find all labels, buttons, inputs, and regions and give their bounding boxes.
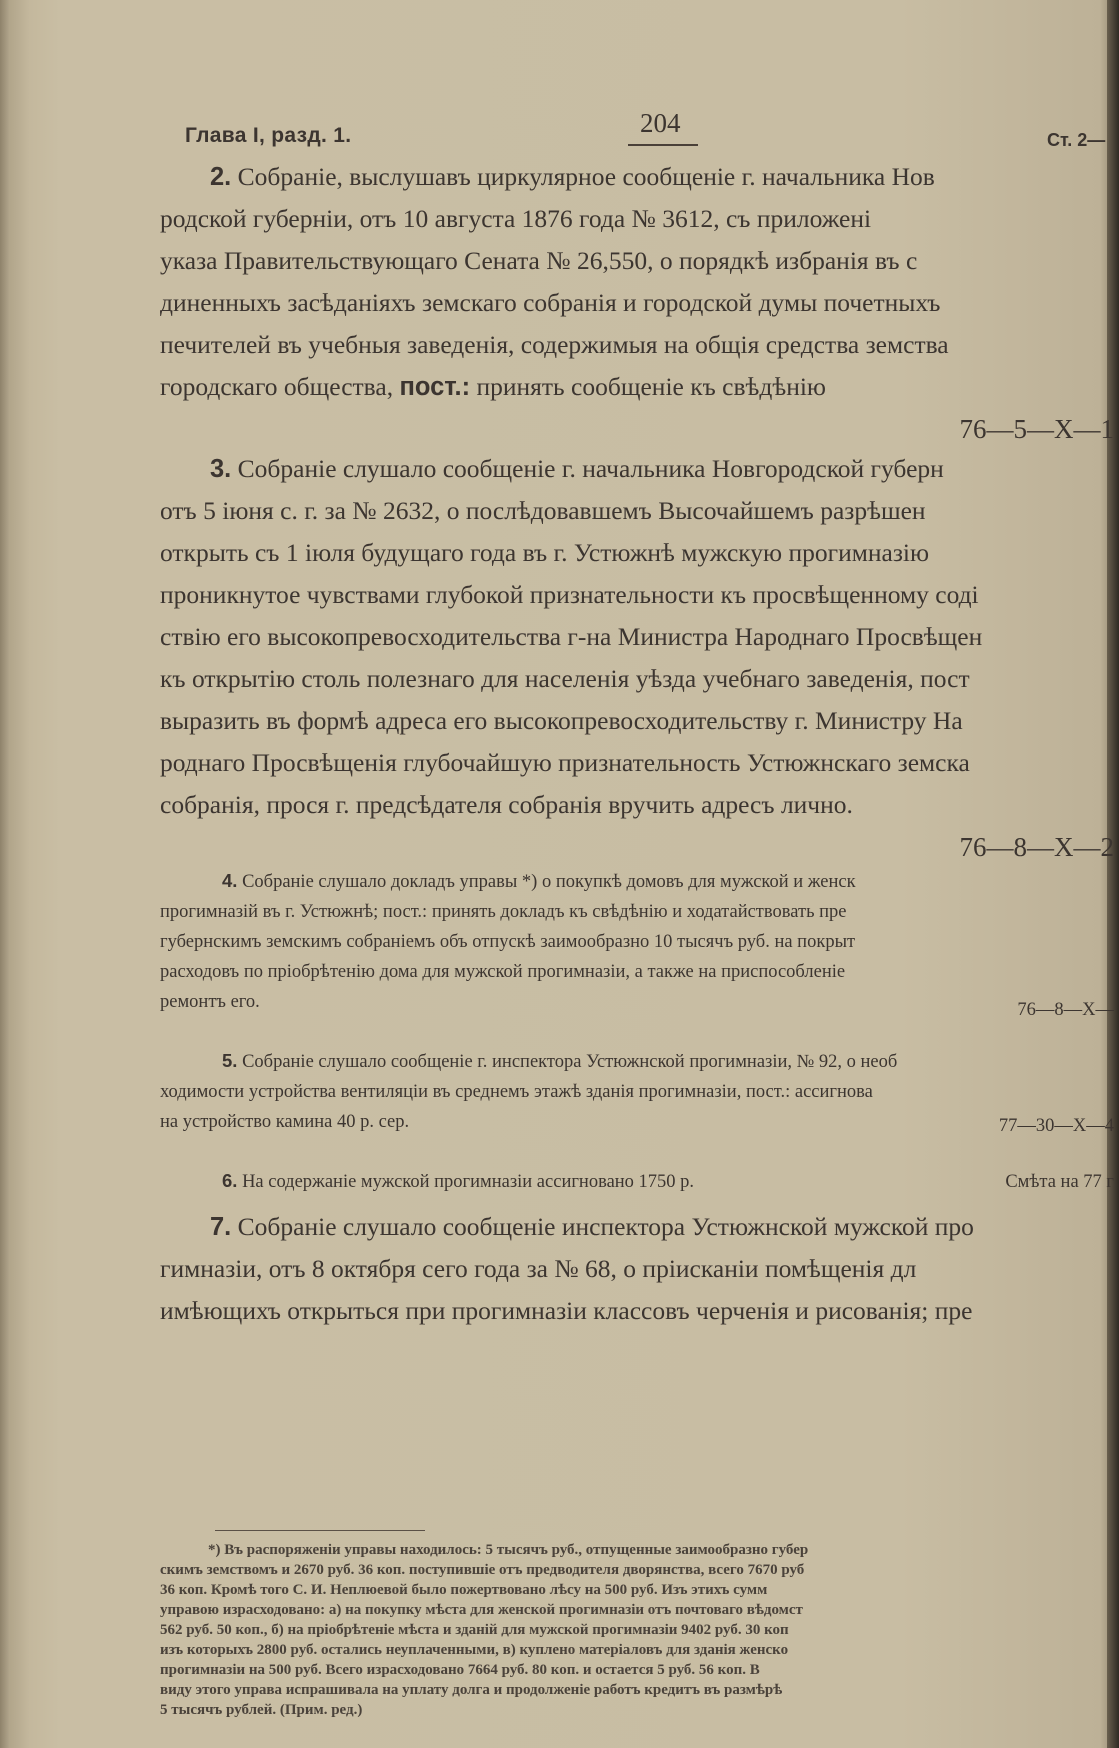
item-2-line-4: диненныхъ засѣданіяхъ земскаго собранія и городской думы почетныхъ (160, 288, 941, 317)
item-4-line-1 (160, 866, 1118, 897)
item-5-line-2: ходимости устройства вентиляціи въ среднемъ этажѣ зданія прогимназіи, пост.: ассигнова (160, 1082, 873, 1102)
item-3-line-6: къ открытію столь полезнаго для населенія уѣзда учебнаго заведенія, пост (160, 664, 970, 693)
footnote-rule (215, 1530, 425, 1531)
footnote-line-9: 5 тысячъ рублей. (Прим. ред.) (160, 1702, 363, 1718)
item-7 (160, 1206, 1118, 1332)
item-3-line-8: роднаго Просвѣщенія глубочайшую признательность Устюжнскаго земска (160, 748, 970, 777)
item-4-line-5: ремонтъ его. (160, 992, 260, 1012)
item-2-line-5: печителей въ учебныя заведенія, содержимыя на общія средства земства (160, 330, 949, 359)
item-6-reference: Смѣта на 77 г (1005, 1172, 1114, 1192)
footnote-line-3: 36 коп. Кромѣ того С. И. Неплюевой было пожертвовано лѣсу на 500 руб. Изъ этихъ сумм (160, 1582, 768, 1598)
footnote (160, 1540, 1118, 1720)
item-text: городскаго общества, (160, 372, 394, 401)
item-2 (160, 156, 1118, 450)
item-5-line-1 (160, 1046, 1118, 1077)
footnote-line-4: управою израсходовано: а) на покупку мѣста для женской прогимназіи отъ почтоваго вѣдомст (160, 1602, 803, 1618)
item-5-reference: 77—30—X—4 (998, 1116, 1114, 1136)
item-4 (160, 866, 1118, 1025)
page-number: 204 (640, 108, 681, 138)
item-2-line-6 (160, 366, 1118, 408)
footnote-line-1: *) Въ распоряженіи управы находилось: 5 тысячъ руб., отпущенные заимообразно губер (208, 1542, 809, 1558)
item-2-line-1 (160, 156, 1118, 198)
item-3-line-3: открыть съ 1 іюля будущаго года въ г. Устюжнѣ мужскую прогимназію (160, 538, 930, 567)
footnote-line-2: скимъ земствомъ и 2670 руб. 36 коп. поступившіе отъ предводителя дворянства, всего 7670 руб (160, 1562, 805, 1578)
resolution-text: принять сообщеніе къ свѣдѣнію (476, 372, 826, 401)
item-3-line-9: собранія, прося г. предсѣдателя собранія вручить адресъ лично. (160, 790, 853, 819)
item-3-reference: 76—8—X—2 (959, 832, 1114, 862)
footnote-line-8: виду этого управа испрашивала на уплату долга и продолженіе работъ кредитъ въ размѣрѣ (160, 1682, 783, 1698)
footnote-line-7: прогимназіи на 500 руб. Всего израсходовано 7664 руб. 80 коп. и остается 5 руб. 56 коп. В (160, 1662, 760, 1678)
item-number: 2. (210, 163, 232, 191)
item-3-line-5: ствію его высокопревосходительства г-на Министра Народнаго Просвѣщен (160, 622, 983, 651)
item-4-line-4: расходовъ по пріобрѣтенію дома для мужской прогимназіи, а также на приспособленіе (160, 962, 846, 982)
item-number: 4. (222, 870, 238, 891)
item-3-line-7: выразить въ формѣ адреса его высокопревосходительству г. Министру На (160, 706, 963, 735)
item-3-line-2: отъ 5 іюня с. г. за № 2632, о послѣдовавшемъ Высочайшемъ разрѣшен (160, 496, 926, 525)
item-text: На содержаніе мужской прогимназіи ассигновано 1750 р. (242, 1172, 695, 1192)
item-4-reference: 76—8—X— (1017, 1000, 1114, 1020)
item-7-line-2: гимназіи, отъ 8 октября сего года за № 68, о пріисканіи помѣщенія дл (160, 1254, 917, 1283)
item-2-line-2: родской губерніи, отъ 10 августа 1876 года № 3612, съ приложені (160, 204, 872, 233)
page-number-rule (628, 144, 698, 146)
footnote-line-6: изъ которыхъ 2800 руб. остались неуплаченными, в) куплено матеріаловъ для зданія женско (160, 1642, 789, 1658)
item-text: Собраніе, выслушавъ циркулярное сообщеніе г. начальника Нов (237, 162, 935, 191)
item-number: 7. (210, 1213, 232, 1241)
chapter-heading: Глава I, разд. 1. (185, 124, 352, 147)
item-4-line-3: губернскимъ земскимъ собраніемъ объ отпускѣ заимообразно 10 тысячъ руб. на покрыт (160, 932, 856, 952)
item-7-line-3: имѣющихъ открыться при прогимназіи классовъ черченія и рисованія; пре (160, 1296, 973, 1325)
item-5 (160, 1046, 1118, 1141)
item-6 (160, 1166, 1118, 1197)
item-2-reference: 76—5—X—1 (959, 414, 1114, 444)
resolution-label: пост.: (399, 373, 471, 401)
item-3-line-1 (160, 448, 1118, 490)
item-7-line-1 (160, 1206, 1118, 1248)
item-3-line-4: проникнутое чувствами глубокой признательности къ просвѣщенному соді (160, 580, 979, 609)
item-number: 6. (222, 1170, 238, 1191)
item-text: Собраніе слушало сообщеніе инспектора Устюжнской мужской про (237, 1212, 974, 1241)
item-text: Собраніе слушало докладъ управы *) о покупкѣ домовъ для мужской и женск (242, 872, 856, 892)
footnote-line-5: 562 руб. 50 коп., б) на пріобрѣтеніе мѣста и зданій для мужской прогимназіи 9402 руб. 30 коп (160, 1622, 789, 1638)
item-5-line-3: на устройство камина 40 р. сер. (160, 1112, 410, 1132)
page-left-edge (0, 0, 10, 1748)
item-3 (160, 448, 1118, 868)
item-2-line-3: указа Правительствующаго Сената № 26,550, о порядкѣ избранія въ с (160, 246, 918, 275)
column-reference: Ст. 2— (1047, 130, 1106, 150)
item-number: 3. (210, 455, 232, 483)
item-4-line-2: прогимназій въ г. Устюжнѣ; пост.: принять докладъ къ свѣдѣнію и ходатайствовать пре (160, 902, 847, 922)
item-text: Собраніе слушало сообщеніе г. начальника Новгородской губерн (237, 454, 944, 483)
item-text: Собраніе слушало сообщеніе г. инспектора Устюжнской прогимназіи, № 92, о необ (242, 1052, 898, 1072)
item-number: 5. (222, 1050, 238, 1071)
page-header (0, 108, 1119, 158)
